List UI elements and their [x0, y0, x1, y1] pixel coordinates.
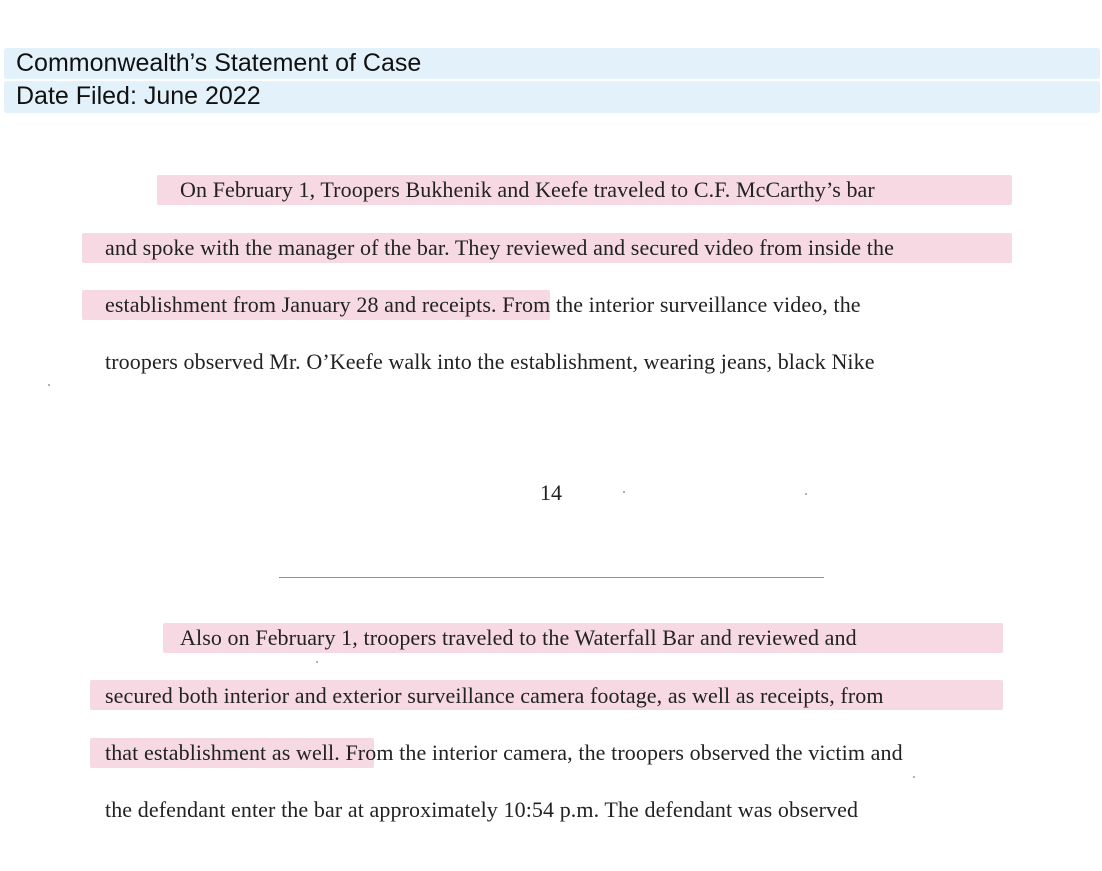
page-number: 14 — [540, 480, 562, 505]
paragraph-line: the defendant enter the bar at approximately 10:54 p.m. The defendant was observed — [105, 797, 859, 822]
scan-speck — [805, 493, 807, 495]
paragraph-line: Also on February 1, troopers traveled to the Waterfall Bar and reviewed and — [180, 625, 857, 650]
paragraph-line: troopers observed Mr. O’Keefe walk into the establishment, wearing jeans, black Nike — [105, 349, 875, 374]
page-divider — [279, 577, 824, 578]
paragraph-line: On February 1, Troopers Bukhenik and Keefe traveled to C.F. McCarthy’s bar — [180, 177, 875, 202]
paragraph-line: that establishment as well. From the interior camera, the troopers observed the victim and — [105, 740, 903, 765]
document-title: Commonwealth’s Statement of Case — [16, 49, 422, 77]
date-filed: Date Filed: June 2022 — [16, 82, 261, 110]
paragraph-line: and spoke with the manager of the bar. They reviewed and secured video from inside the — [105, 235, 894, 260]
scan-speck — [623, 491, 625, 493]
scan-speck — [316, 661, 318, 663]
paragraph-line: establishment from January 28 and receipts. From the interior surveillance video, the — [105, 292, 861, 317]
scan-speck — [913, 776, 915, 778]
scan-speck — [48, 384, 50, 386]
paragraph-line: secured both interior and exterior surveillance camera footage, as well as receipts, from — [105, 683, 884, 708]
